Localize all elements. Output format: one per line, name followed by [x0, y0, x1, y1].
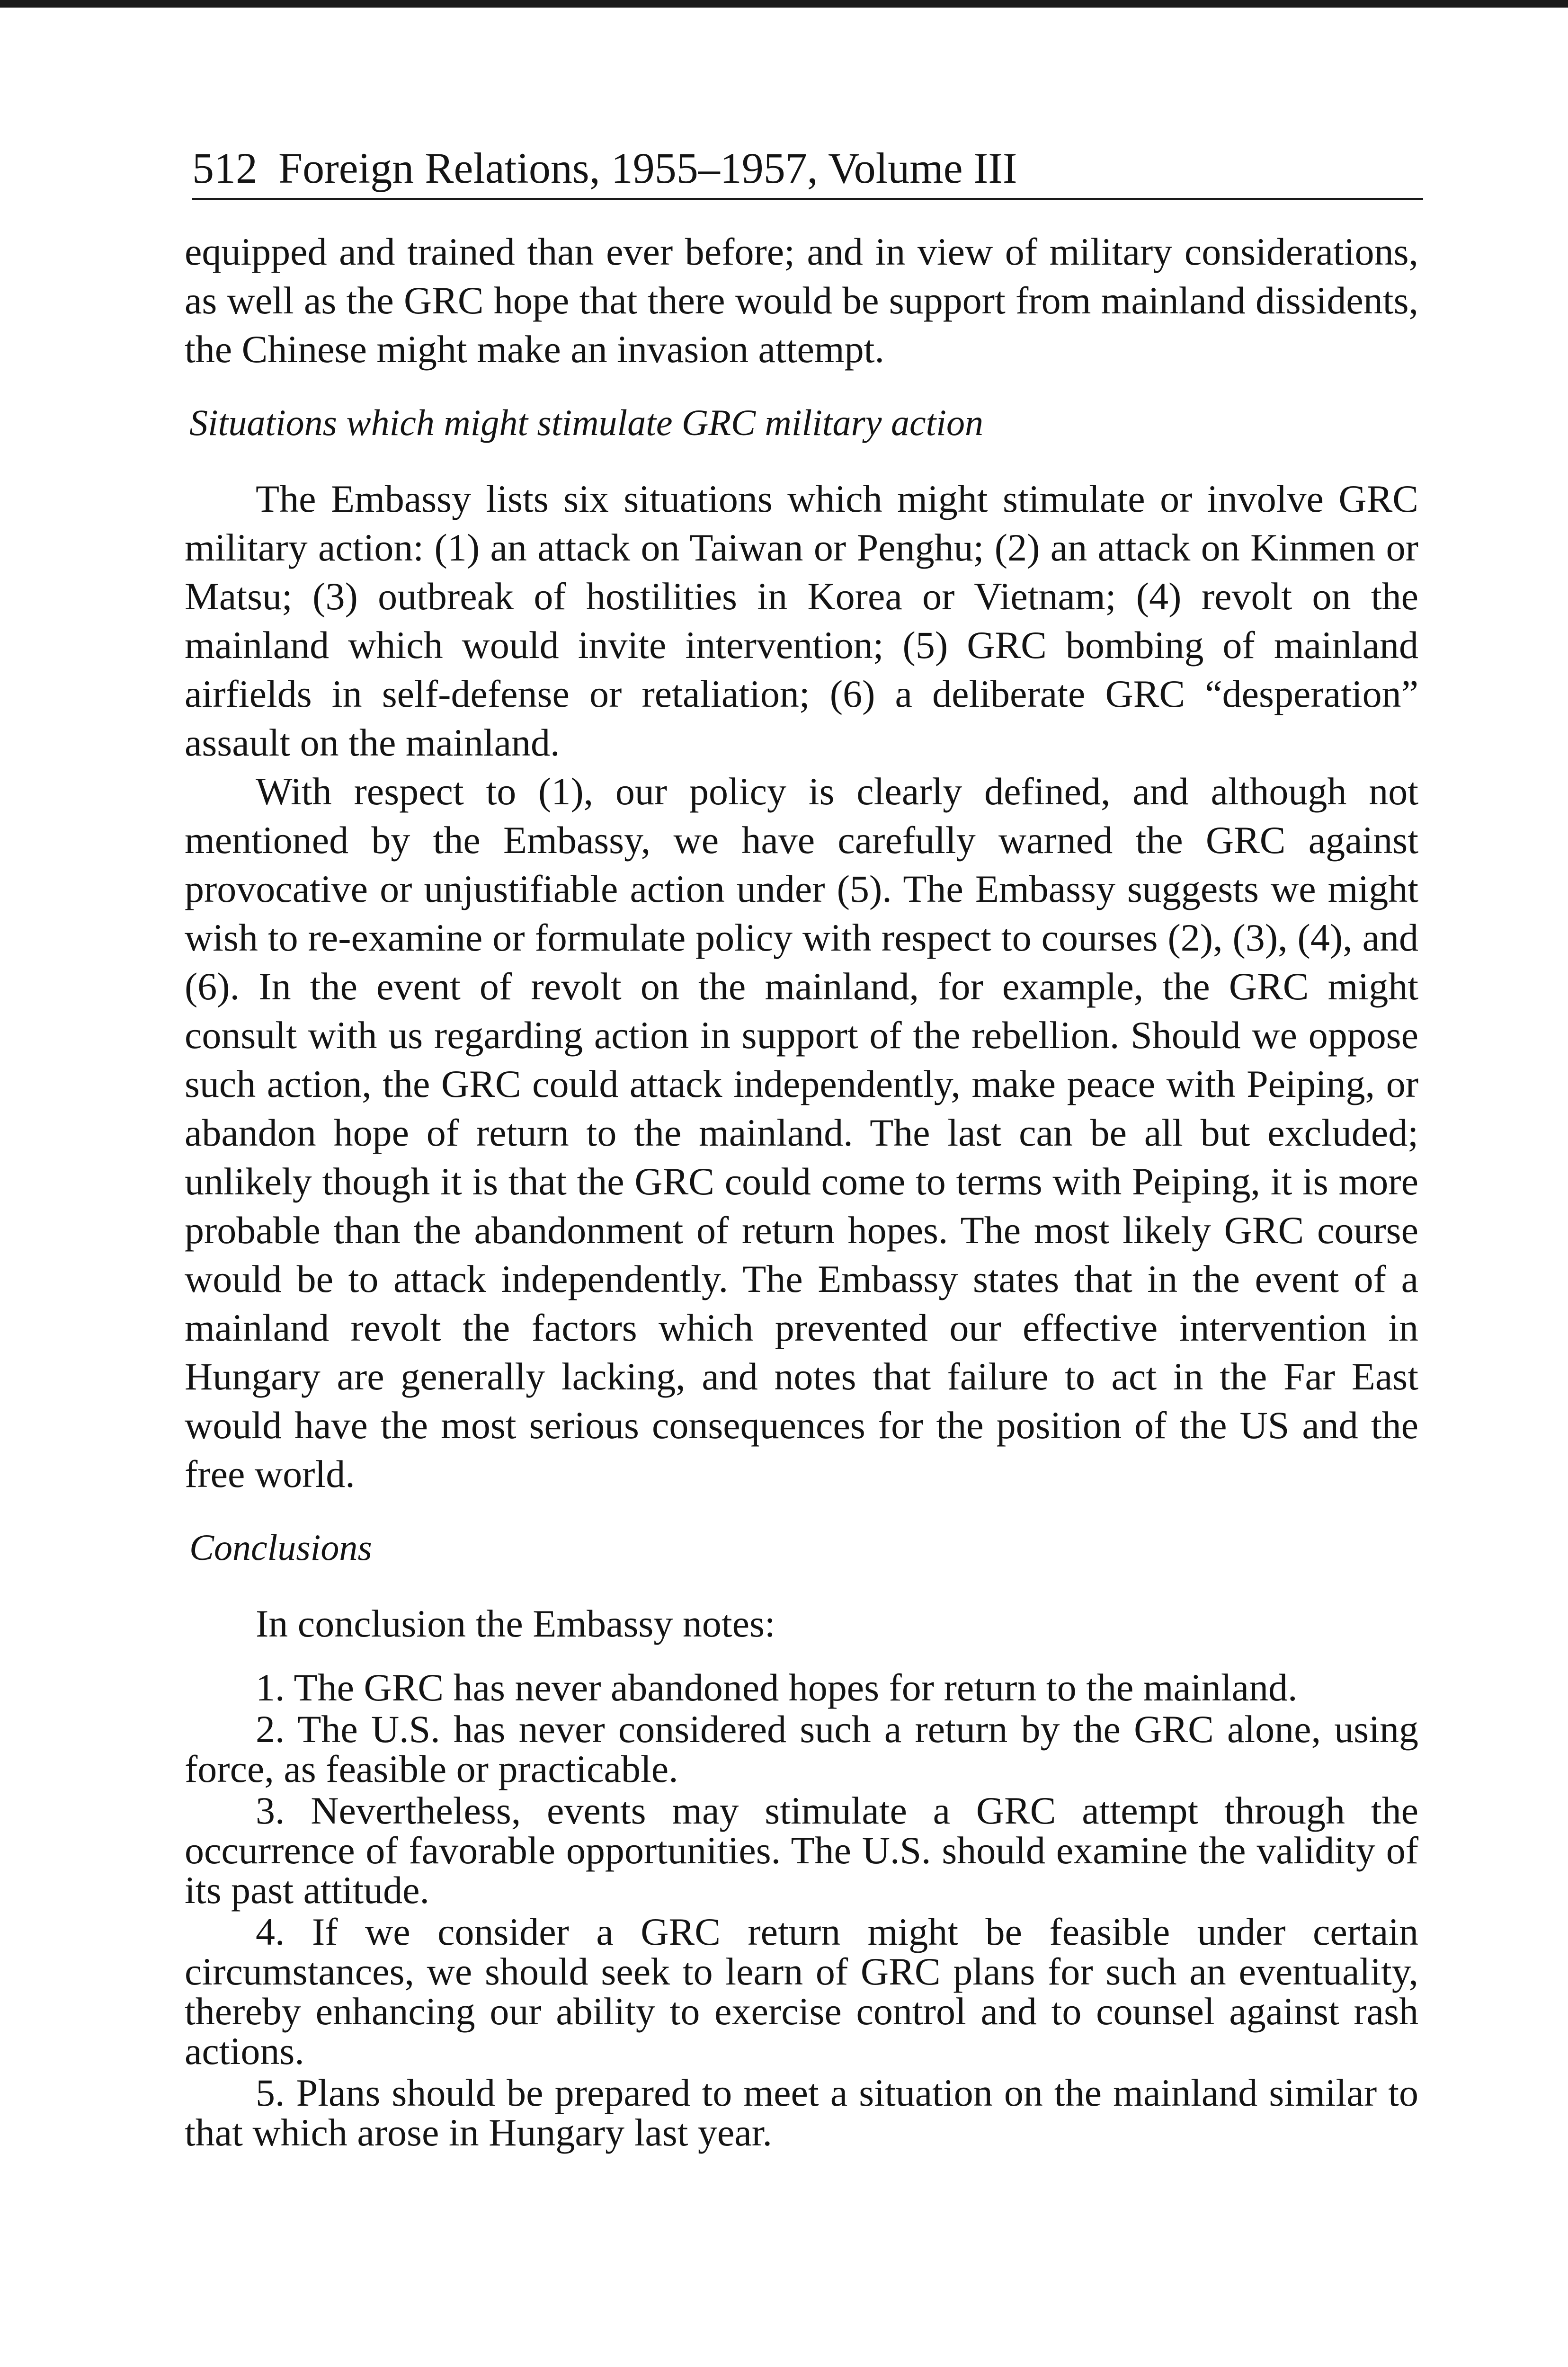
section-heading-conclusions: Conclusions	[189, 1527, 372, 1568]
paragraph-situations-list: The Embassy lists six situations which might stimulate or involve GRC military action: (1) an attack on Taiwan or Penghu; (2) an attack on Kinmen or Matsu; (3) outbreak of hostilities in Korea or Vietnam; (4) revolt on the mainland which would invite intervention; (5) GRC bombing of mainland airfields in self-defense or retaliation; (6) a deliberate GRC “desperation” assault on the mainland.	[185, 477, 1418, 764]
running-title: Foreign Relations, 1955–1957, Volume III	[278, 144, 1017, 192]
conclusion-item: 1. The GRC has never abandoned hopes for return to the mainland.	[256, 1666, 1298, 1709]
paragraph-conclusion-intro: In conclusion the Embassy notes:	[256, 1602, 775, 1645]
conclusion-item: 5. Plans should be prepared to meet a situation on the mainland similar to that which arose in Hungary last year.	[185, 2071, 1418, 2154]
page-number: 512	[192, 144, 258, 192]
scan-top-edge	[0, 0, 1568, 8]
conclusion-item: 2. The U.S. has never considered such a return by the GRC alone, using force, as feasible or practicable.	[185, 1708, 1418, 1790]
paragraph-respect: With respect to (1), our policy is clearly defined, and although not mentioned by the Embassy, we have carefully warned the GRC against provocative or unjustifiable action under (5). The Embassy suggests we might wish to re-examine or formulate policy with respect to courses (2), (3), (4), and (6). In the event of revolt on the mainland, for example, the GRC might consult with us regarding action in support of the rebellion. Should we oppose such action, the GRC could attack independently, make peace with Peiping, or abandon hope of return to the mainland. The last can be all but excluded; unlikely though it is that the GRC could come to terms with Peiping, it is more probable than the abandonment of return hopes. The most likely GRC course would be to attack independently. The Embassy states that in the event of a mainland revolt the factors which prevented our effective intervention in Hungary are generally lacking, and notes that failure to act in the Far East would have the most serious consequences for the position of the US and the free world.	[185, 770, 1418, 1495]
body-text	[185, 227, 1418, 2154]
paragraph-continuation: equipped and trained than ever before; and in view of military considerations, as well as the GRC hope that there would be support from mainland dissidents, the Chinese might make an invasion attempt.	[185, 230, 1418, 371]
conclusion-item: 3. Nevertheless, events may stimulate a GRC attempt through the occurrence of favorable opportunities. The U.S. should examine the validity of its past attitude.	[185, 1789, 1418, 1912]
conclusion-item: 4. If we consider a GRC return might be feasible under certain circumstances, we should seek to learn of GRC plans for such an eventuality, thereby enhancing our ability to exercise control and to counsel against rash actions.	[185, 1910, 1418, 2073]
header-rule	[192, 198, 1423, 200]
running-header	[192, 137, 1423, 199]
section-heading-situations: Situations which might stimulate GRC military action	[189, 402, 983, 443]
